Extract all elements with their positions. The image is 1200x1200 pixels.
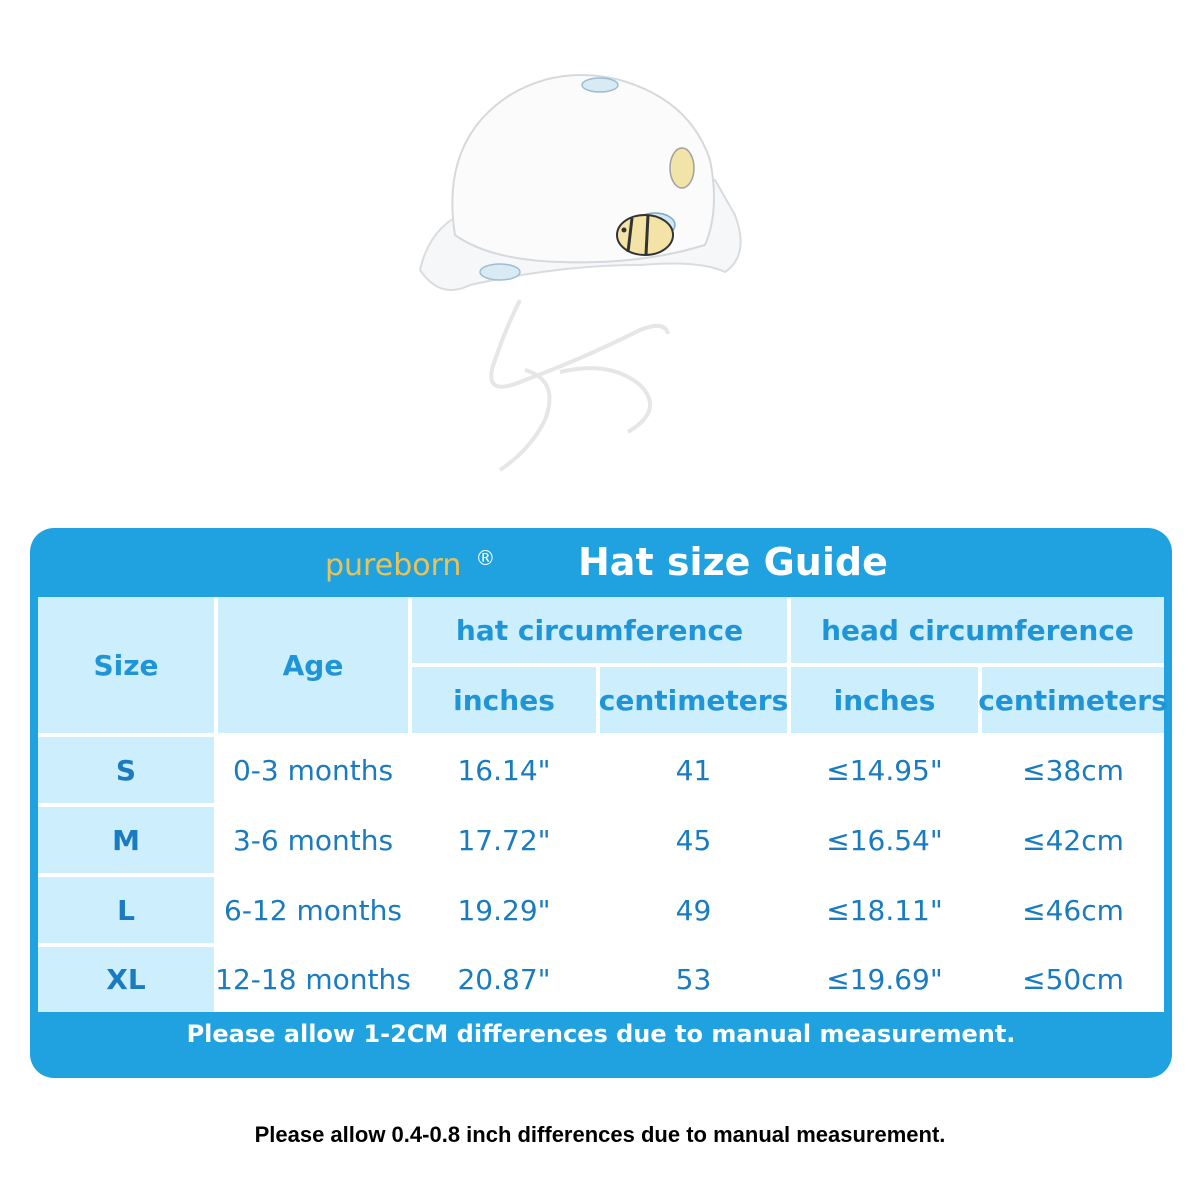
- col-header-age: Age: [218, 597, 408, 733]
- table-cell-age: 6-12 months: [218, 877, 408, 943]
- table-cell-size: L: [38, 877, 214, 943]
- table-cell-head-cm: ≤50cm: [982, 947, 1164, 1012]
- table-cell-hat-inches: 17.72": [412, 807, 596, 873]
- table-cell-age: 12-18 months: [218, 947, 408, 1012]
- table-cell-hat-cm: 41: [600, 737, 787, 803]
- table-cell-age: 0-3 months: [218, 737, 408, 803]
- table-cell-size: S: [38, 737, 214, 803]
- guide-title: Hat size Guide: [578, 540, 888, 584]
- table-cell-head-cm: ≤46cm: [982, 877, 1164, 943]
- col-header-head-circumference: head circumference: [791, 597, 1164, 663]
- table-cell-head-inches: ≤14.95": [791, 737, 978, 803]
- size-table: [38, 597, 1168, 1012]
- col-header-head-centimeters: centimeters: [982, 667, 1164, 733]
- col-header-hat-circumference: hat circumference: [412, 597, 787, 663]
- table-cell-size: XL: [38, 947, 214, 1012]
- table-cell-head-cm: ≤38cm: [982, 737, 1164, 803]
- table-cell-hat-inches: 16.14": [412, 737, 596, 803]
- col-header-head-inches: inches: [791, 667, 978, 733]
- table-cell-hat-inches: 20.87": [412, 947, 596, 1012]
- table-cell-hat-inches: 19.29": [412, 877, 596, 943]
- table-cell-head-cm: ≤42cm: [982, 807, 1164, 873]
- table-cell-hat-cm: 45: [600, 807, 787, 873]
- table-cell-head-inches: ≤18.11": [791, 877, 978, 943]
- registered-mark: ®: [475, 546, 496, 570]
- table-cell-size: M: [38, 807, 214, 873]
- baby-sun-hat-image: [0, 0, 1200, 500]
- hat-tie-strings: [491, 300, 668, 470]
- table-cell-head-inches: ≤19.69": [791, 947, 978, 1012]
- table-cell-hat-cm: 53: [600, 947, 787, 1012]
- brand-name: pureborn: [325, 548, 462, 583]
- table-cell-head-inches: ≤16.54": [791, 807, 978, 873]
- col-header-hat-inches: inches: [412, 667, 596, 733]
- panel-note: Please allow 1-2CM differences due to manual measurement.: [186, 1020, 1016, 1048]
- col-header-hat-centimeters: centimeters: [600, 667, 787, 733]
- brand-logo: [325, 548, 495, 588]
- col-header-size: Size: [38, 597, 214, 733]
- table-cell-age: 3-6 months: [218, 807, 408, 873]
- table-cell-hat-cm: 49: [600, 877, 787, 943]
- footer-note: Please allow 0.4-0.8 inch differences due to manual measurement.: [254, 1122, 946, 1147]
